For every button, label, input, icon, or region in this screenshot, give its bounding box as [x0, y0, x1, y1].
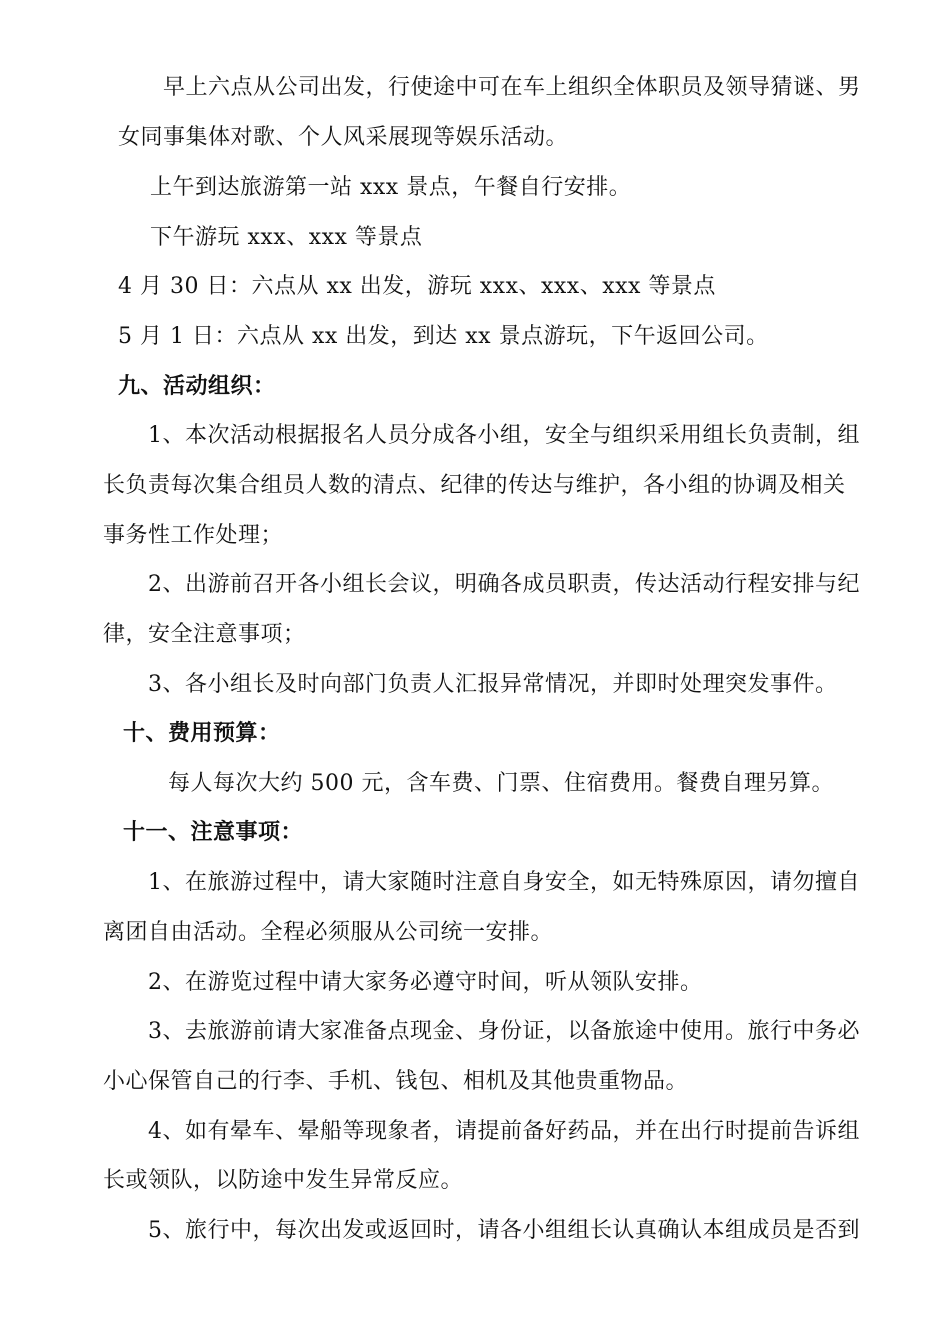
section11-item3-line1: 3、去旅游前请大家准备点现金、身份证，以备旅途中使用。旅行中务必 [148, 1019, 860, 1044]
section11-heading: 十一、注意事项： [123, 820, 304, 845]
section11-item3-line2: 小心保管自己的行李、手机、钱包、相机及其他贵重物品。 [103, 1069, 689, 1094]
section11-item1-line2: 离团自由活动。全程必须服从公司统一安排。 [103, 920, 554, 945]
itinerary-day1-afternoon: 下午游玩 xxx、xxx 等景点 [150, 225, 423, 250]
itinerary-day2: 4 月 30 日：六点从 xx 出发，游玩 xxx、xxx、xxx 等景点 [118, 274, 716, 299]
itinerary-day1-line2: 女同事集体对歌、个人风采展现等娱乐活动。 [118, 125, 569, 150]
itinerary-day1-morning: 上午到达旅游第一站 xxx 景点，午餐自行安排。 [150, 175, 632, 200]
section10-text: 每人每次大约 500 元，含车费、门票、住宿费用。餐费自理另算。 [168, 771, 834, 796]
section11-item2-line1: 2、在游览过程中请大家务必遵守时间，听从领队安排。 [148, 970, 703, 995]
section10-heading: 十、费用预算： [123, 721, 281, 746]
section9-item1-line3: 事务性工作处理； [103, 523, 284, 548]
itinerary-day1-line1: 早上六点从公司出发，行使途中可在车上组织全体职员及领导猜谜、男 [163, 75, 861, 100]
section9-item1-line2: 长负责每次集合组员人数的清点、纪律的传达与维护，各小组的协调及相关 [103, 473, 846, 498]
section11-item1-line1: 1、在旅游过程中，请大家随时注意自身安全，如无特殊原因，请勿擅自 [148, 870, 860, 895]
section11-item4-line2: 长或领队，以防途中发生异常反应。 [103, 1168, 464, 1193]
section9-item2-line2: 律，安全注意事项； [103, 622, 306, 647]
section9-heading: 九、活动组织： [118, 374, 276, 399]
itinerary-day3: 5 月 1 日：六点从 xx 出发，到达 xx 景点游玩，下午返回公司。 [118, 324, 769, 349]
section11-item4-line1: 4、如有晕车、晕船等现象者，请提前备好药品，并在出行时提前告诉组 [148, 1119, 860, 1144]
section9-item2-line1: 2、出游前召开各小组长会议，明确各成员职责，传达活动行程安排与纪 [148, 572, 860, 597]
section9-item3-line1: 3、各小组长及时向部门负责人汇报异常情况，并即时处理突发事件。 [148, 672, 838, 697]
section11-item5-line1: 5、旅行中，每次出发或返回时，请各小组组长认真确认本组成员是否到 [148, 1218, 860, 1243]
section9-item1-line1: 1、本次活动根据报名人员分成各小组，安全与组织采用组长负责制，组 [148, 423, 860, 448]
